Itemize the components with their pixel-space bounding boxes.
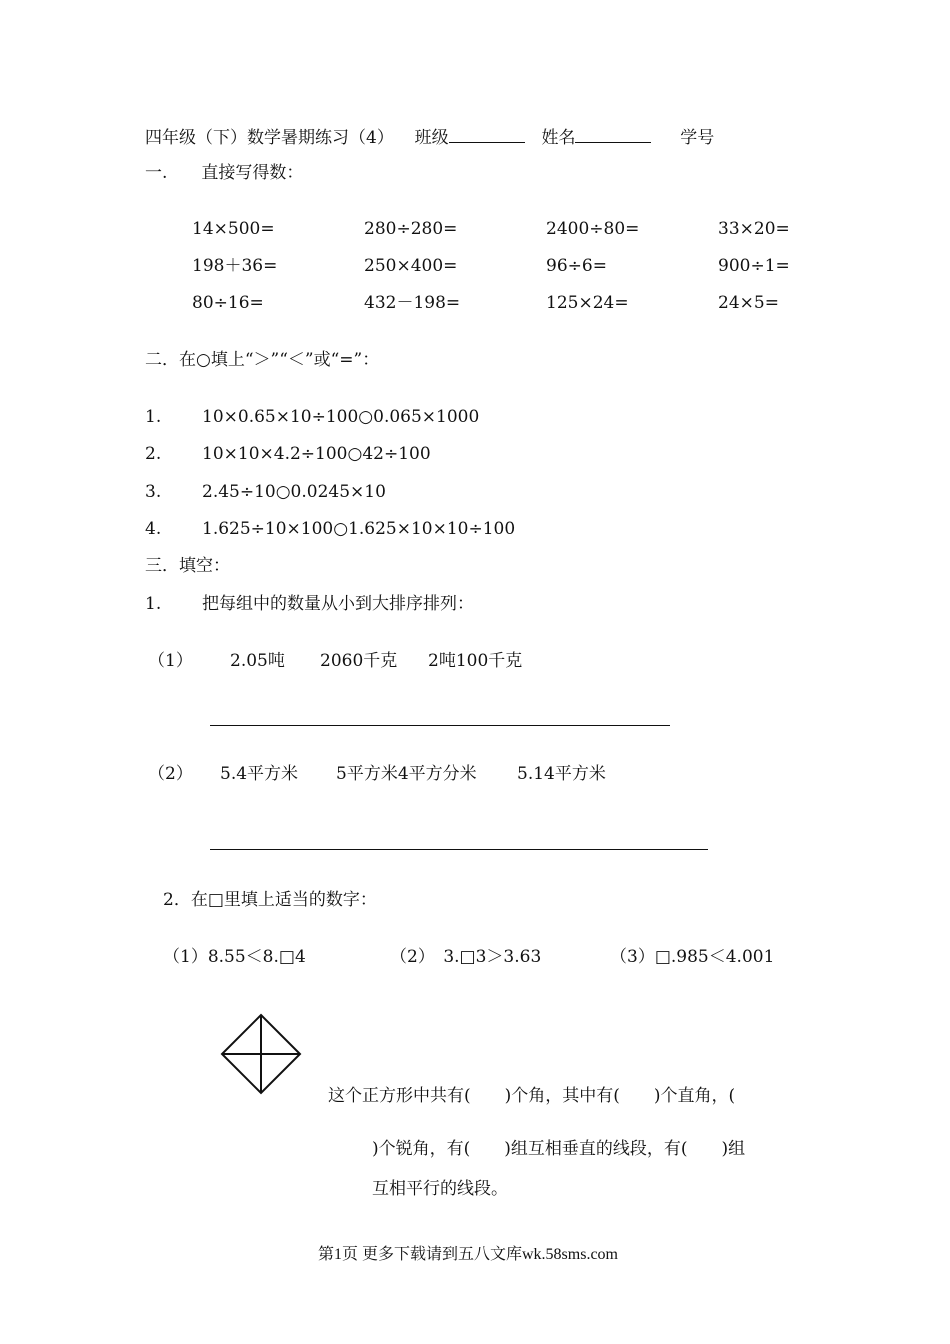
calc-cell: 80÷16= xyxy=(192,293,264,313)
compare-item-expr: 10×0.65×10÷100○0.065×1000 xyxy=(202,407,480,427)
calc-cell: 250×400= xyxy=(364,256,458,276)
group2-item: 5.14平方米 xyxy=(517,764,606,784)
compare-item-num: 2. xyxy=(145,444,162,464)
calc-cell: 900÷1= xyxy=(718,256,790,276)
q3-line3: 互相平行的线段。 xyxy=(372,1179,508,1199)
group1-item: 2060千克 xyxy=(320,651,398,671)
group2-label: （2） xyxy=(148,764,193,784)
id-label: 学号 xyxy=(680,128,715,148)
answer-line-2[interactable] xyxy=(210,849,708,850)
calc-cell: 198＋36= xyxy=(192,256,278,276)
name-blank[interactable] xyxy=(575,126,651,143)
group2-item: 5平方米4平方分米 xyxy=(336,764,477,784)
calc-cell: 432－198= xyxy=(364,293,461,313)
class-label: 班级 xyxy=(414,128,449,148)
calc-cell: 125×24= xyxy=(546,293,629,313)
header xyxy=(145,126,714,149)
name-label: 姓名 xyxy=(541,128,576,148)
calc-cell: 33×20= xyxy=(718,219,790,239)
compare-item-expr: 10×10×4.2÷100○42÷100 xyxy=(202,444,431,464)
section1-heading: 一. 直接写得数： xyxy=(145,163,304,183)
calc-cell: 14×500= xyxy=(192,219,275,239)
compare-item-num: 1. xyxy=(145,407,162,427)
compare-item-num: 4. xyxy=(145,519,162,539)
calc-cell: 2400÷80= xyxy=(546,219,640,239)
group1-item: 2吨100千克 xyxy=(428,651,523,671)
compare-item-num: 3. xyxy=(145,482,162,502)
compare-item-expr: 1.625÷10×100○1.625×10×10÷100 xyxy=(202,519,516,539)
calc-cell: 280÷280= xyxy=(364,219,458,239)
square-diagram xyxy=(220,1013,302,1095)
q2-item: （3）□.985＜4.001 xyxy=(610,947,775,967)
calc-cell: 96÷6= xyxy=(546,256,607,276)
q3-line1: 这个正方形中共有( )个角，其中有( )个直角，( xyxy=(328,1086,736,1106)
group1-label: （1） xyxy=(148,651,193,671)
class-blank[interactable] xyxy=(449,126,525,143)
q1-text: 把每组中的数量从小到大排序排列： xyxy=(202,594,474,614)
q2-heading: 2．在□里填上适当的数字： xyxy=(163,890,377,910)
group2-item: 5.4平方米 xyxy=(220,764,299,784)
q3-line2: )个锐角，有( )组互相垂直的线段，有( )组 xyxy=(372,1139,746,1159)
group1-item: 2.05吨 xyxy=(230,651,285,671)
page-footer: 第1页 更多下载请到五八文库wk.58sms.com xyxy=(318,1246,619,1263)
q2-item: （2） 3.□3＞3.63 xyxy=(390,947,542,967)
section3-heading: 三．填空： xyxy=(145,556,230,576)
answer-line-1[interactable] xyxy=(210,725,670,726)
section2-heading: 二．在○填上“＞”“＜”或“=”： xyxy=(145,350,380,370)
calc-cell: 24×5= xyxy=(718,293,779,313)
q1-num: 1. xyxy=(145,594,162,614)
compare-item-expr: 2.45÷10○0.0245×10 xyxy=(202,482,386,502)
q2-item: （1）8.55＜8.□4 xyxy=(163,947,306,967)
page-title: 四年级（下）数学暑期练习（4） xyxy=(145,128,394,148)
